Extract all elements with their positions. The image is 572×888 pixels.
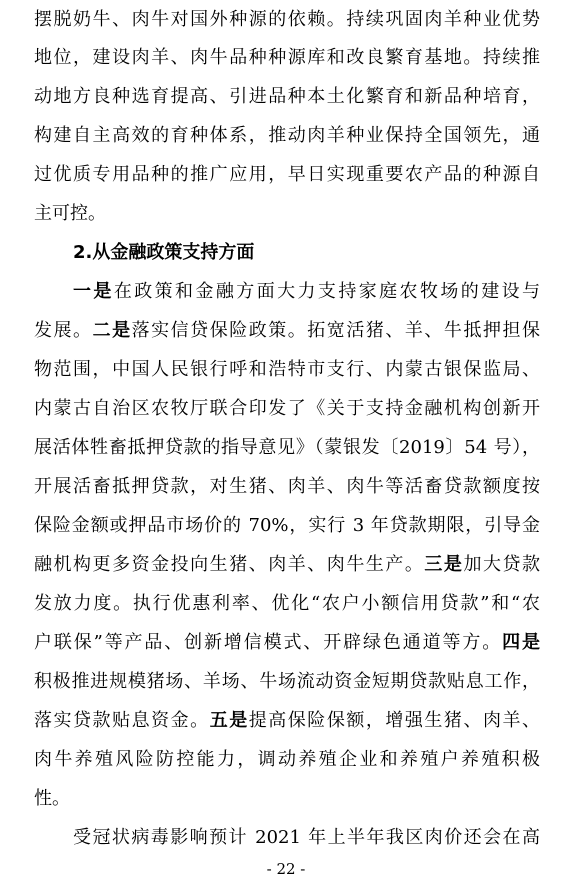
para2-line-8 — [34, 553, 540, 577]
para1-line-6: 主可控。 — [34, 203, 106, 224]
para2-text: 融机构更多资金投向生猪、肉羊、肉牛生产。 — [34, 554, 425, 575]
para2-text: 在政策和金融方面大力支持家庭农牧场的建设与 — [113, 281, 540, 302]
para3-line-1: 受冠状病毒影响预计 2021 年上半年我区肉价还会在高 — [73, 827, 540, 848]
para1-line-1: 摆脱奶牛、肉牛对国外种源的依赖。持续巩固肉羊种业优势 — [34, 9, 540, 30]
para2-line-2 — [34, 319, 540, 343]
emphasis-label: 三是 — [424, 554, 464, 575]
para2-line-3: 物范围，中国人民银行呼和浩特市支行、内蒙古银保监局、 — [34, 359, 540, 380]
para1-line-5: 过优质专用品种的推广应用，早日实现重要农产品的种源自 — [34, 164, 540, 185]
para2-text: 落实信贷保险政策。拓宽活猪、羊、牛抵押担保 — [131, 320, 540, 341]
para2-line-4: 内蒙古自治区农牧厅联合印发了《关于支持金融机构创新开 — [34, 398, 540, 419]
para2-line-11: 积极推进规模猪场、羊场、牛场流动资金短期贷款贴息工作， — [34, 671, 540, 692]
para1-line-3: 动地方良种选育提高、引进品种本土化繁育和新品种培育， — [34, 86, 540, 107]
emphasis-label: 五是 — [209, 710, 249, 731]
para2-text: 户联保”等产品、创新增信模式、开辟绿色通道等方。 — [34, 632, 503, 653]
para1-line-2: 地位，建设肉羊、肉牛品种种源库和改良繁育基地。持续推 — [34, 47, 540, 68]
emphasis-label: 二是 — [92, 320, 132, 341]
para2-line-13: 肉牛养殖风险防控能力，调动养殖企业和养殖户养殖积极 — [34, 749, 540, 770]
para2-line-10 — [34, 631, 540, 655]
para2-line-1 — [73, 280, 540, 304]
section-heading: 2.从金融政策支持方面 — [73, 242, 255, 263]
page-number: - 22 - — [266, 860, 306, 878]
emphasis-label: 四是 — [502, 632, 540, 653]
para1-line-4: 构建自主高效的育种体系，推动肉羊种业保持全国领先，通 — [34, 125, 540, 146]
para2-line-6: 开展活畜抵押贷款，对生猪、肉羊、肉牛等活畜贷款额度按 — [34, 476, 540, 497]
para2-line-7: 保险金额或押品市场价的 70%，实行 3 年贷款期限，引导金 — [34, 515, 540, 536]
para2-line-5: 展活体牲畜抵押贷款的指导意见》（蒙银发〔2019〕54 号）， — [34, 437, 540, 458]
para2-text: 提高保险保额，增强生猪、肉羊、 — [248, 710, 540, 731]
para2-text: 发展。 — [34, 320, 93, 341]
para2-text: 加大贷款 — [463, 554, 540, 575]
para2-line-9: 发放力度。执行优惠利率、优化“农户小额信用贷款”和“农 — [34, 593, 540, 614]
para2-text: 落实贷款贴息资金。 — [34, 710, 210, 731]
para2-line-12 — [34, 709, 540, 733]
para2-line-14: 性。 — [34, 788, 70, 809]
emphasis-label: 一是 — [73, 281, 114, 302]
